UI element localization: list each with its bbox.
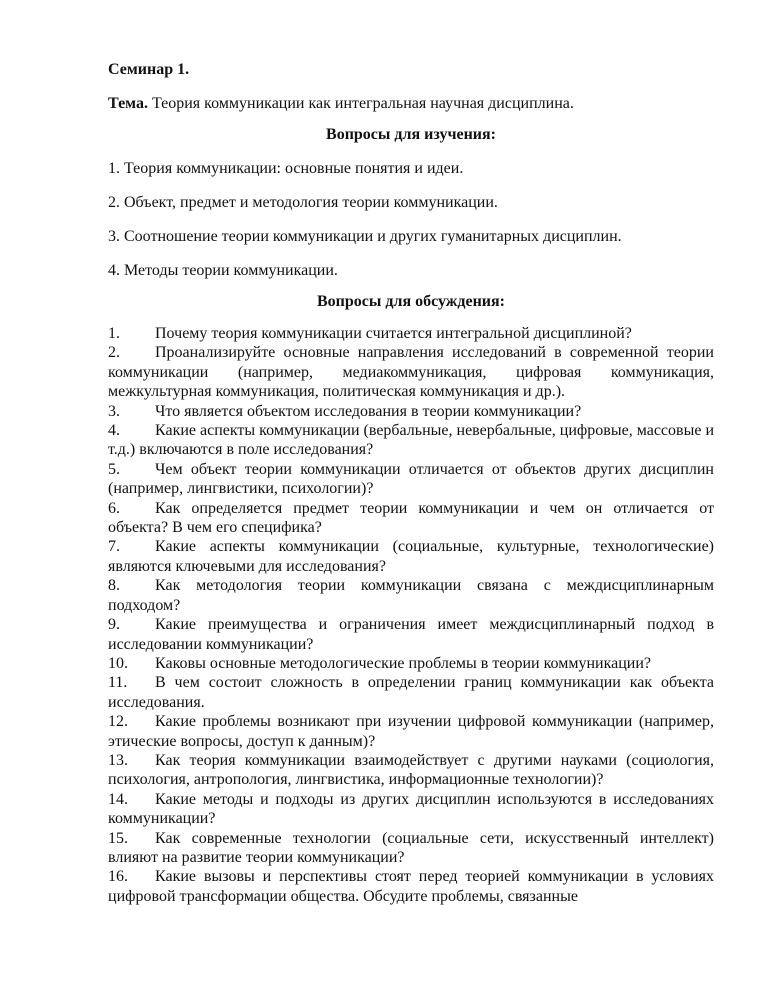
question-number: 5.	[108, 460, 120, 478]
discussion-question	[108, 829, 714, 868]
question-number: 15.	[108, 829, 128, 847]
question-number: 12.	[108, 713, 128, 731]
study-questions-list	[108, 159, 714, 281]
question-text: Какие преимущества и ограничения имеет междисциплинарный подход в исследовании коммуникации?	[108, 616, 714, 653]
topic-text: Теория коммуникации как интегральная научная дисциплина.	[147, 95, 574, 112]
discussion-question	[108, 751, 714, 790]
discussion-question	[108, 867, 714, 906]
question-text: Какие аспекты коммуникации (социальные, культурные, технологические) являются ключевыми для исследования?	[108, 538, 714, 575]
question-text: Почему теория коммуникации считается интегральной дисциплиной?	[155, 325, 632, 342]
discussion-question	[108, 324, 714, 343]
discussion-question	[108, 421, 714, 460]
question-text: Какие вызовы и перспективы стоят перед теорией коммуникации в условиях цифровой трансформации общества. Обсудите проблемы, связанные	[108, 868, 714, 905]
discussion-question	[108, 790, 714, 829]
question-number: 10.	[108, 654, 128, 672]
question-text: Проанализируйте основные направления исследований в современной теории коммуникации (например, медиакоммуникация, цифровая коммуникация, межкультурная коммуникация, политическая коммуникация и др.).	[108, 344, 714, 401]
question-text: Как методология теории коммуникации связана с междисциплинарным подходом?	[108, 577, 714, 614]
discussion-question	[108, 460, 714, 499]
question-number: 8.	[108, 577, 120, 595]
question-number: 9.	[108, 616, 120, 634]
topic-label: Тема.	[108, 95, 148, 112]
study-question: 3. Соотношение теории коммуникации и других гуманитарных дисциплин.	[108, 228, 622, 245]
question-number: 6.	[108, 499, 120, 517]
discussion-question	[108, 343, 714, 401]
study-question: 1. Теория коммуникации: основные понятия и идеи.	[108, 160, 464, 177]
question-number: 14.	[108, 790, 128, 808]
seminar-title: Семинар 1.	[108, 61, 190, 78]
question-text: Какие методы и подходы из других дисциплин используются в исследованиях коммуникации?	[108, 790, 714, 828]
study-question: 4. Методы теории коммуникации.	[108, 262, 338, 279]
discussion-question	[108, 712, 714, 751]
question-number: 11.	[108, 674, 128, 692]
question-text: В чем состоит сложность в определении границ коммуникации как объекта исследования.	[108, 674, 714, 711]
discussion-question	[108, 576, 714, 615]
discussion-questions-list	[108, 324, 714, 906]
question-text: Какие аспекты коммуникации (вербальные, невербальные, цифровые, массовые и т.д.) включаются в поле исследования?	[108, 422, 714, 459]
question-text: Как современные технологии (социальные сети, искусственный интеллект) влияют на развитие теории коммуникации?	[108, 829, 714, 866]
question-number: 1.	[108, 325, 120, 342]
question-text: Какие проблемы возникают при изучении цифровой коммуникации (например, этические вопросы, доступ к данным)?	[108, 713, 714, 750]
discussion-question	[108, 673, 714, 712]
question-number: 13.	[108, 751, 128, 769]
question-number: 4.	[108, 422, 120, 440]
question-text: Чем объект теории коммуникации отличается от объектов других дисциплин (например, лингвистики, психологии)?	[108, 460, 714, 498]
document-page	[108, 60, 714, 906]
discussion-question	[108, 615, 714, 654]
question-text: Как определяется предмет теории коммуникации и чем он отличается от объекта? В чем его специфика?	[108, 499, 714, 537]
discussion-question	[108, 402, 714, 421]
study-questions-heading: Вопросы для изучения:	[326, 126, 496, 143]
study-question: 2. Объект, предмет и методология теории коммуникации.	[108, 194, 498, 211]
question-text: Как теория коммуникации взаимодействует с другими науками (социология, психология, антропология, лингвистика, информационные технологии)?	[108, 751, 714, 789]
question-text: Что является объектом исследования в теории коммуникации?	[155, 402, 582, 420]
question-number: 3.	[108, 402, 120, 420]
discussion-question	[108, 537, 714, 576]
question-number: 7.	[108, 538, 120, 556]
topic-line	[108, 94, 714, 114]
discussion-question	[108, 499, 714, 538]
question-number: 2.	[108, 344, 120, 362]
discussion-questions-heading: Вопросы для обсуждения:	[316, 293, 505, 310]
question-text: Каковы основные методологические проблемы в теории коммуникации?	[155, 654, 652, 672]
question-number: 16.	[108, 868, 128, 886]
discussion-question	[108, 654, 714, 673]
